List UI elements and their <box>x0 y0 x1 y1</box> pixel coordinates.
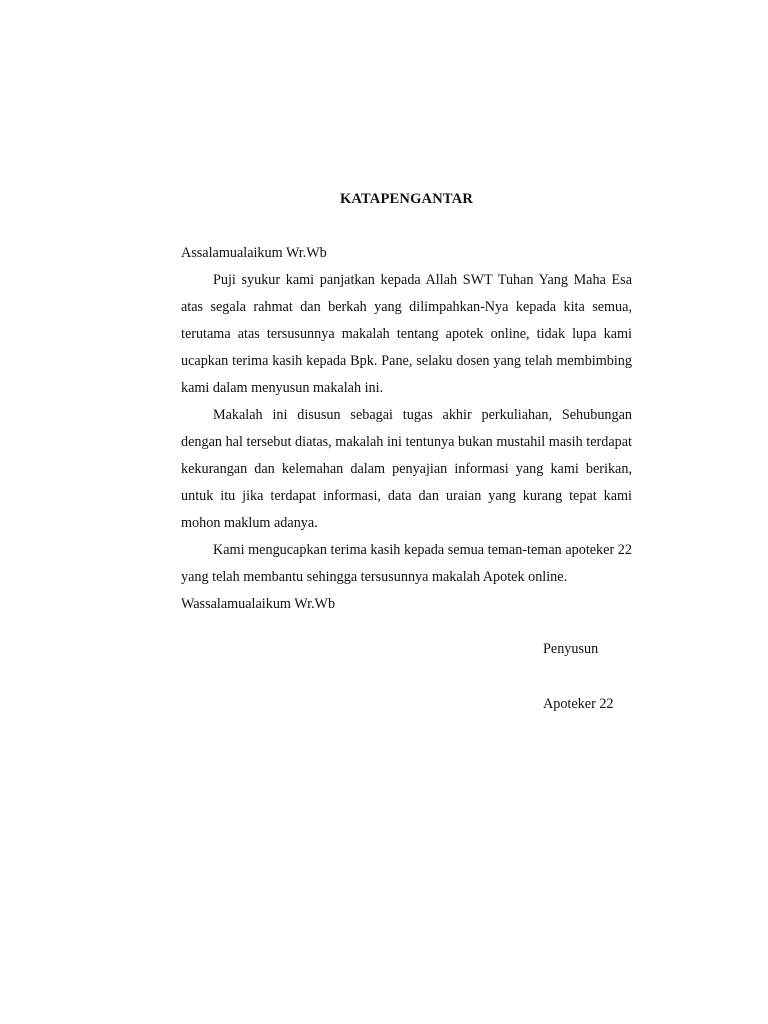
document-body <box>181 186 632 618</box>
page-title: KATAPENGANTAR <box>339 191 474 207</box>
signature-role: Penyusun <box>543 641 599 657</box>
closing-greeting: Wassalamualaikum Wr.Wb <box>181 596 336 612</box>
paragraph-purpose: Makalah ini disusun sebagai tugas akhir perkuliahan, Sehubungan dengan hal tersebut diatas, makalah ini tentunya bukan mustahil masih terdapat kekurangan dan kelemahan dalam penyajian informasi yang kami berikan, untuk itu jika terdapat informasi, data dan uraian yang kurang tepat kami mohon maklum adanya. <box>181 407 632 531</box>
paragraph-thanks: Kami mengucapkan terima kasih kepada semua teman-teman apoteker 22 yang telah membantu sehingga tersusunnya makalah Apotek online. <box>181 542 632 585</box>
paragraph-gratitude: Puji syukur kami panjatkan kepada Allah SWT Tuhan Yang Maha Esa atas segala rahmat dan berkah yang dilimpahkan-Nya kepada kita semua, terutama atas tersusunnya makalah tentang apotek online, tidak lupa kami ucapkan terima kasih kepada Bpk. Pane, selaku dosen yang telah membimbing kami dalam menyusun makalah ini. <box>181 272 632 396</box>
opening-greeting: Assalamualaikum Wr.Wb <box>181 245 327 261</box>
signature-name: Apoteker 22 <box>543 696 614 712</box>
